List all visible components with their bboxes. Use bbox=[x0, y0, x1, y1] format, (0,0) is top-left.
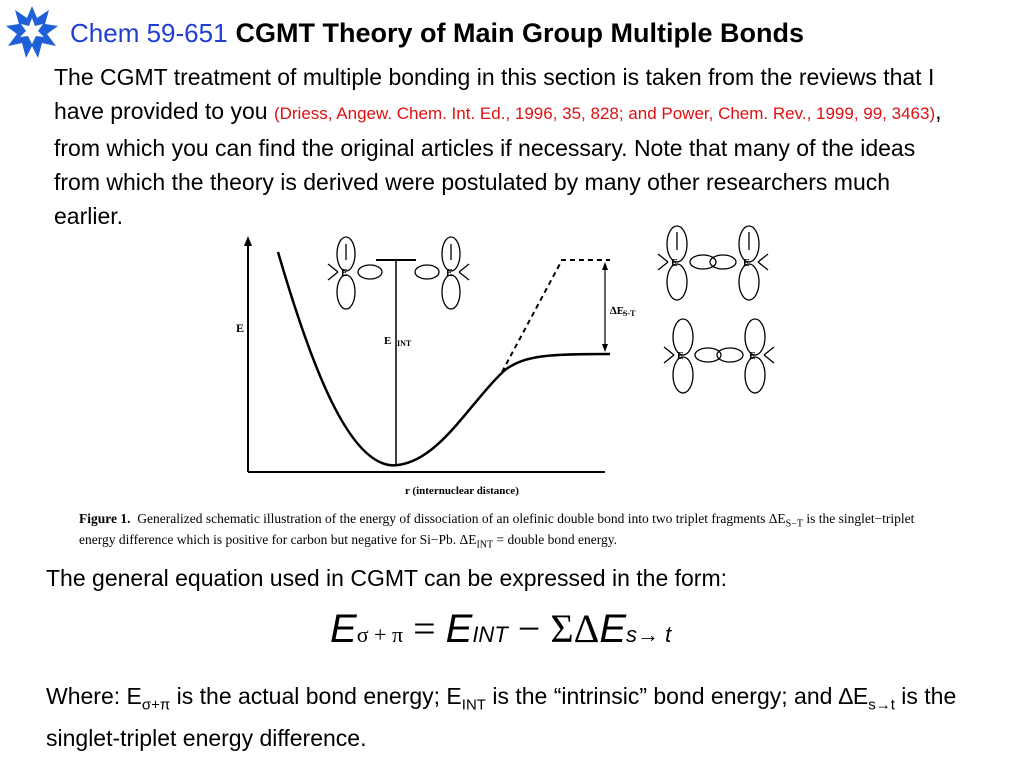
eq-lhs: E bbox=[330, 607, 357, 651]
course-code: Chem 59-651 bbox=[70, 18, 228, 48]
where-sub-3: s→t bbox=[868, 696, 895, 714]
eq-e: E bbox=[599, 607, 627, 651]
atom-label: E bbox=[341, 268, 348, 279]
delta-e-st-label: ∆E bbox=[610, 305, 625, 317]
caption-text-1: Generalized schematic illustration of the energy of dissociation of an olefinic double bond into two triplet fragments ΔE bbox=[137, 511, 786, 526]
caption-text-2: is the singlet−triplet energy difference which is positive for carbon but negative for Si−Pb. ΔE bbox=[79, 511, 915, 547]
intro-paragraph bbox=[54, 60, 954, 233]
where-sub-2: INT bbox=[461, 696, 486, 714]
atom-label: E bbox=[677, 351, 684, 362]
where-text-3: is the “intrinsic” bond energy; and ∆E bbox=[485, 683, 869, 709]
y-axis-label: E bbox=[236, 321, 245, 335]
figure-caption bbox=[79, 511, 939, 552]
intro-text-1: The CGMT treatment of multiple bonding in this section is taken from the reviews that I have provided to you bbox=[54, 64, 935, 124]
caption-sub-1: S−T bbox=[785, 518, 803, 530]
slide-title bbox=[70, 20, 804, 47]
where-sub-1: σ+π bbox=[141, 696, 171, 714]
university-logo bbox=[4, 4, 60, 60]
eq-equals: = bbox=[413, 606, 436, 651]
reference-citation: (Driess, Angew. Chem. Int. Ed., 1996, 35, 828; and Power, Chem. Rev., 1999, 99, 3463) bbox=[273, 104, 936, 123]
where-text-2: is the actual bond energy; E bbox=[170, 683, 462, 709]
energy-diagram bbox=[200, 222, 820, 512]
eint-sub: INT bbox=[397, 339, 412, 348]
caption-text-3: = double bond energy. bbox=[493, 531, 617, 547]
eq-eint-sub: INT bbox=[472, 622, 508, 647]
general-equation-intro: The general equation used in CGMT can be expressed in the form: bbox=[46, 565, 728, 591]
intro-text-2: , from which you can find the original articles if necessary. Note that many of the ideas from which the theory is derived were postulated by many other researchers much earlier. bbox=[54, 98, 942, 229]
where-paragraph bbox=[46, 680, 1016, 754]
eq-sum: ΣΔ bbox=[550, 606, 600, 651]
eq-e-sub: s→ t bbox=[626, 622, 672, 647]
atom-label: E bbox=[743, 258, 750, 269]
atom-label: E bbox=[446, 268, 453, 279]
atom-label: E bbox=[749, 351, 756, 362]
caption-label: Figure 1. bbox=[79, 511, 131, 526]
eint-label: E bbox=[384, 335, 392, 347]
page-title: CGMT Theory of Main Group Multiple Bonds bbox=[235, 18, 805, 48]
caption-sub-2: INT bbox=[476, 539, 494, 551]
where-text-1: Where: E bbox=[46, 683, 142, 709]
eq-lhs-sub: σ + π bbox=[356, 622, 404, 647]
x-axis-label: r (internuclear distance) bbox=[405, 485, 519, 497]
eq-minus: − bbox=[517, 606, 541, 651]
atom-label: E bbox=[671, 258, 678, 269]
delta-e-st-sub: S-T bbox=[623, 309, 636, 318]
cgmt-equation bbox=[330, 605, 671, 652]
where-text-4: is the singlet-triplet energy difference. bbox=[46, 683, 957, 751]
eq-eint: E bbox=[445, 607, 473, 651]
